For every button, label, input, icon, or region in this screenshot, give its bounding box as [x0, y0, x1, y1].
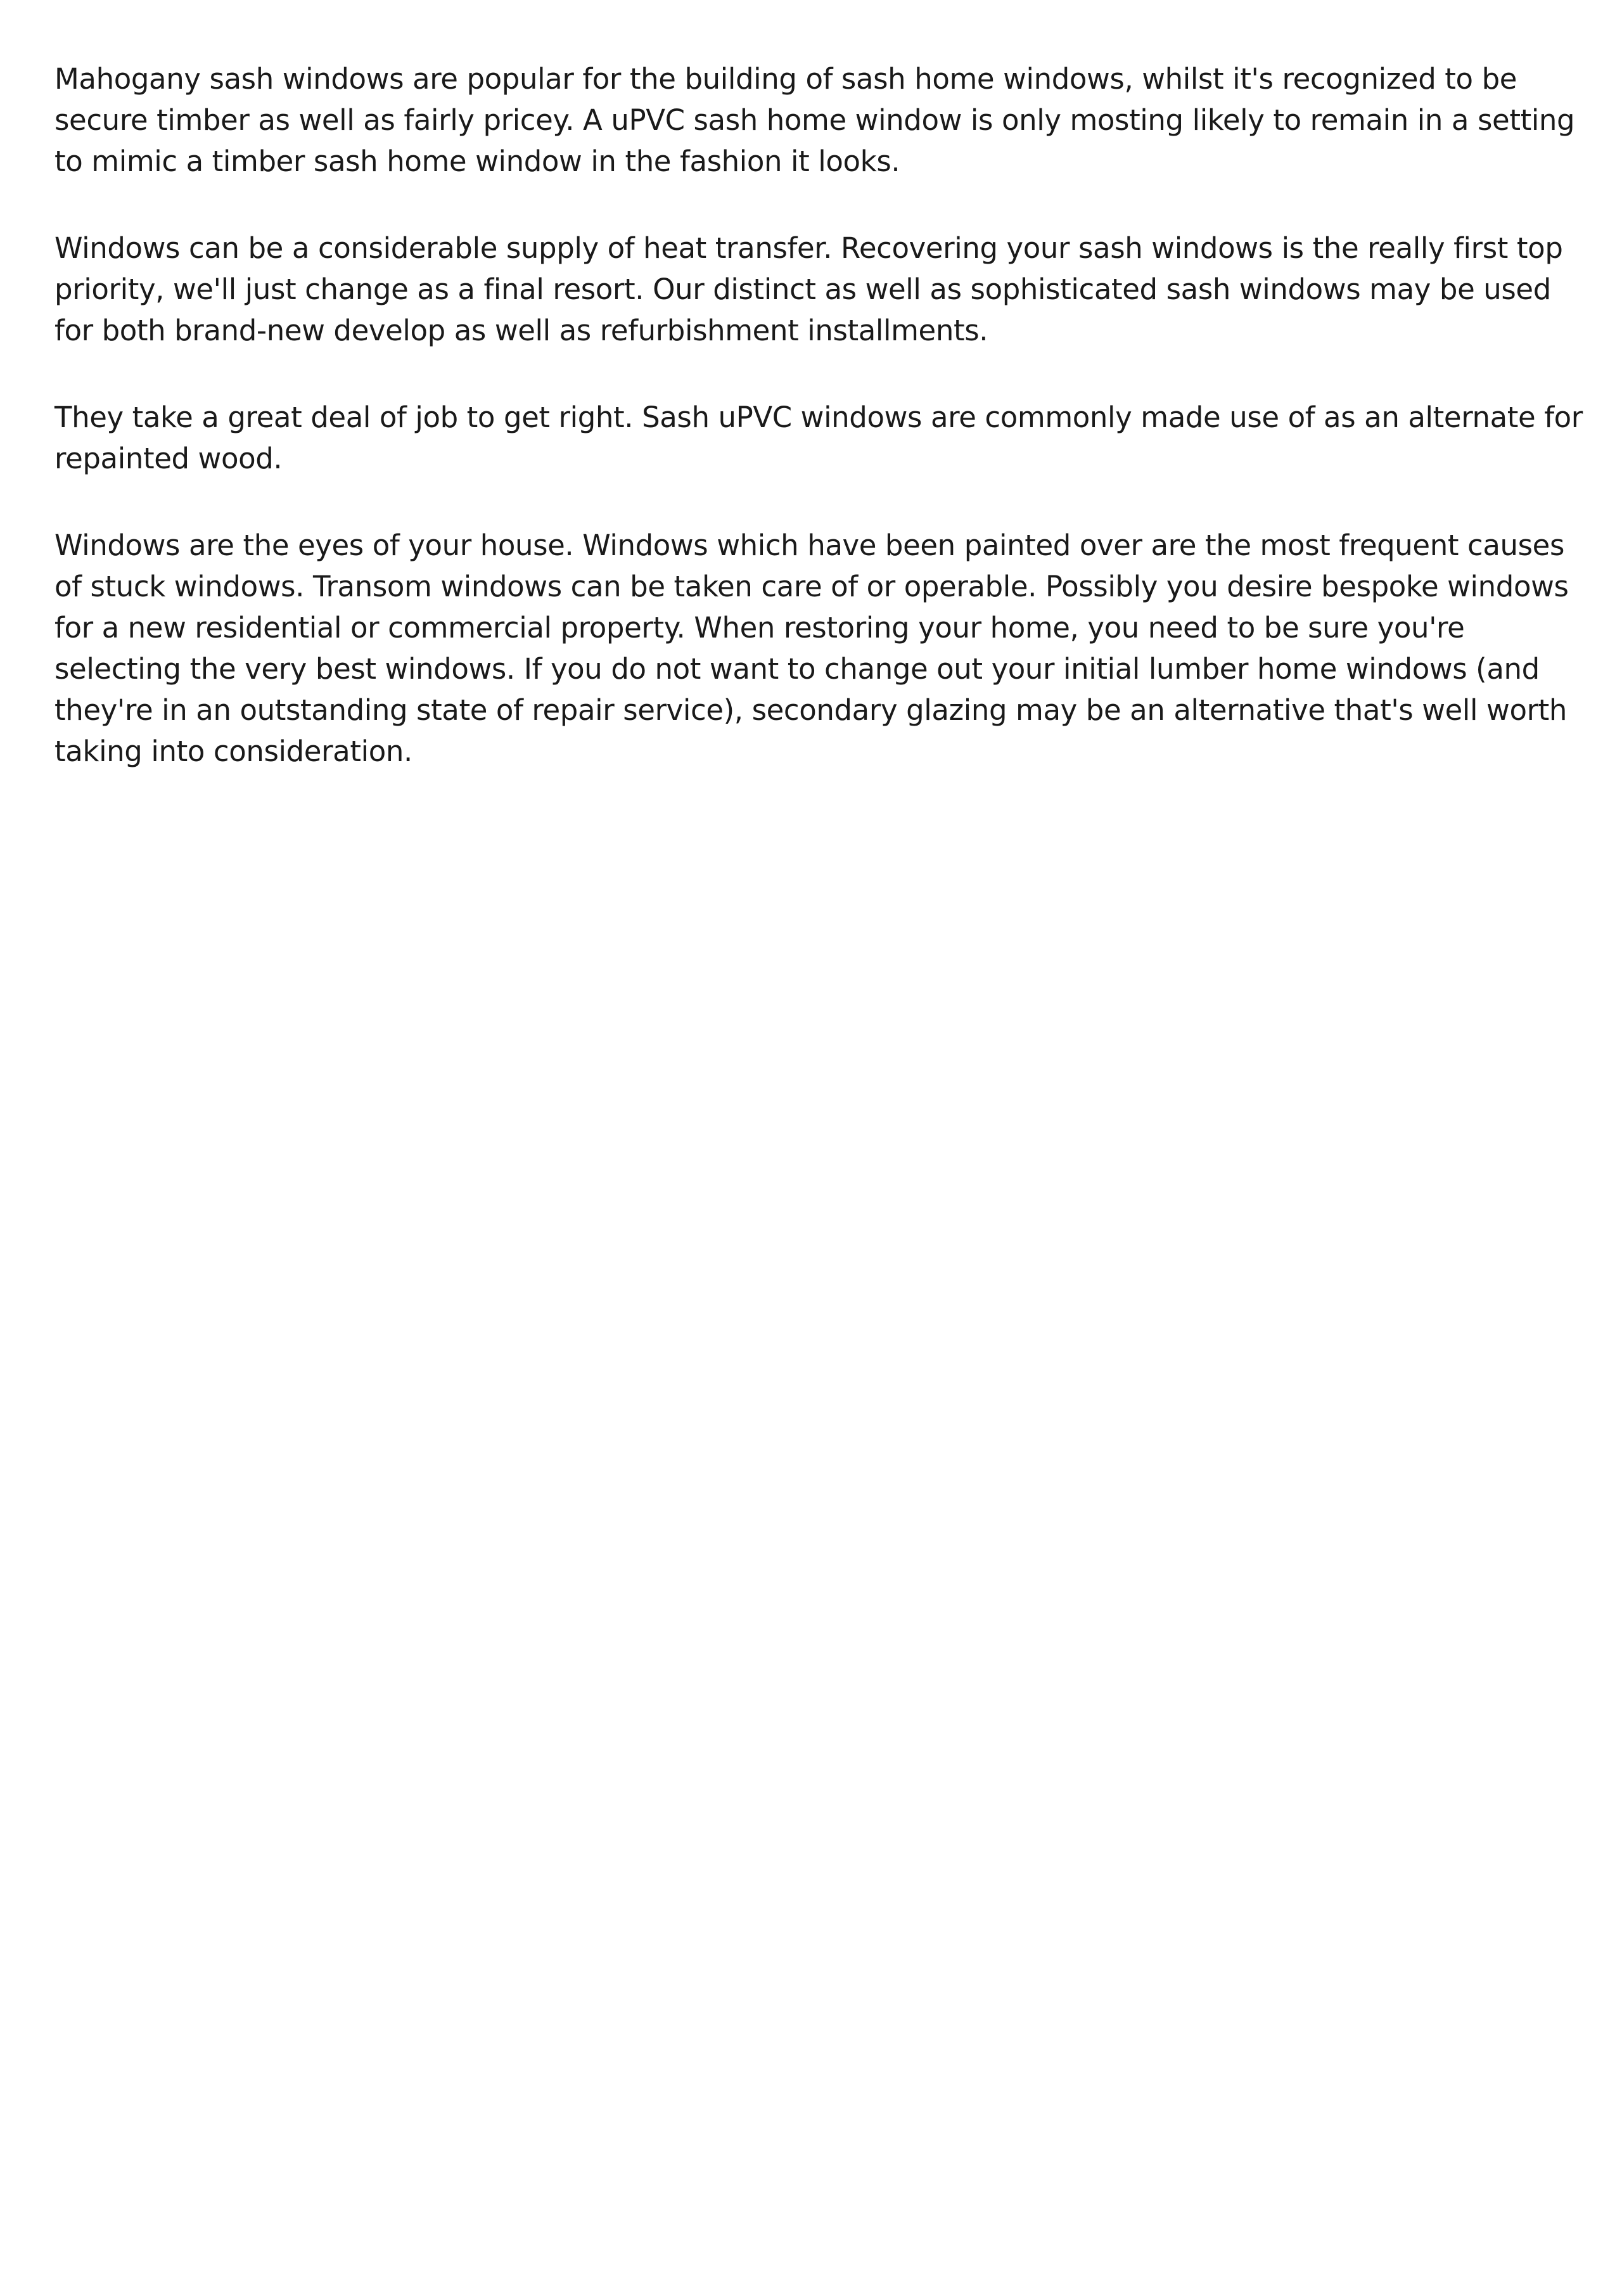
paragraph-4: Windows are the eyes of your house. Windows which have been painted over are the most frequent causes of stuck windows. Transom windows can be taken care of or operable. Possibly you desire bespoke windows for a new residential or commercial property. When restoring your home, you need to be sure you're selecting the very best windows. If you do not want to change out your initial lumber home windows (and they're in an outstanding state of repair service), secondary glazing may be an alternative that's well worth taking into consideration. [54, 529, 1569, 768]
document-body [54, 58, 1594, 818]
paragraph-3: They take a great deal of job to get right. Sash uPVC windows are commonly made use of as an alternate for repainted wood. [54, 401, 1583, 475]
paragraph-2: Windows can be a considerable supply of heat transfer. Recovering your sash windows is the really first top priority, we'll just change as a final resort. Our distinct as well as sophisticated sash windows may be used for both brand-new develop as well as refurbishment installments. [54, 231, 1563, 347]
paragraph-1: Mahogany sash windows are popular for the building of sash home windows, whilst it's recognized to be secure timber as well as fairly pricey. A uPVC sash home window is only mosting likely to remain in a setting to mimic a timber sash home window in the fashion it looks. [54, 62, 1575, 178]
